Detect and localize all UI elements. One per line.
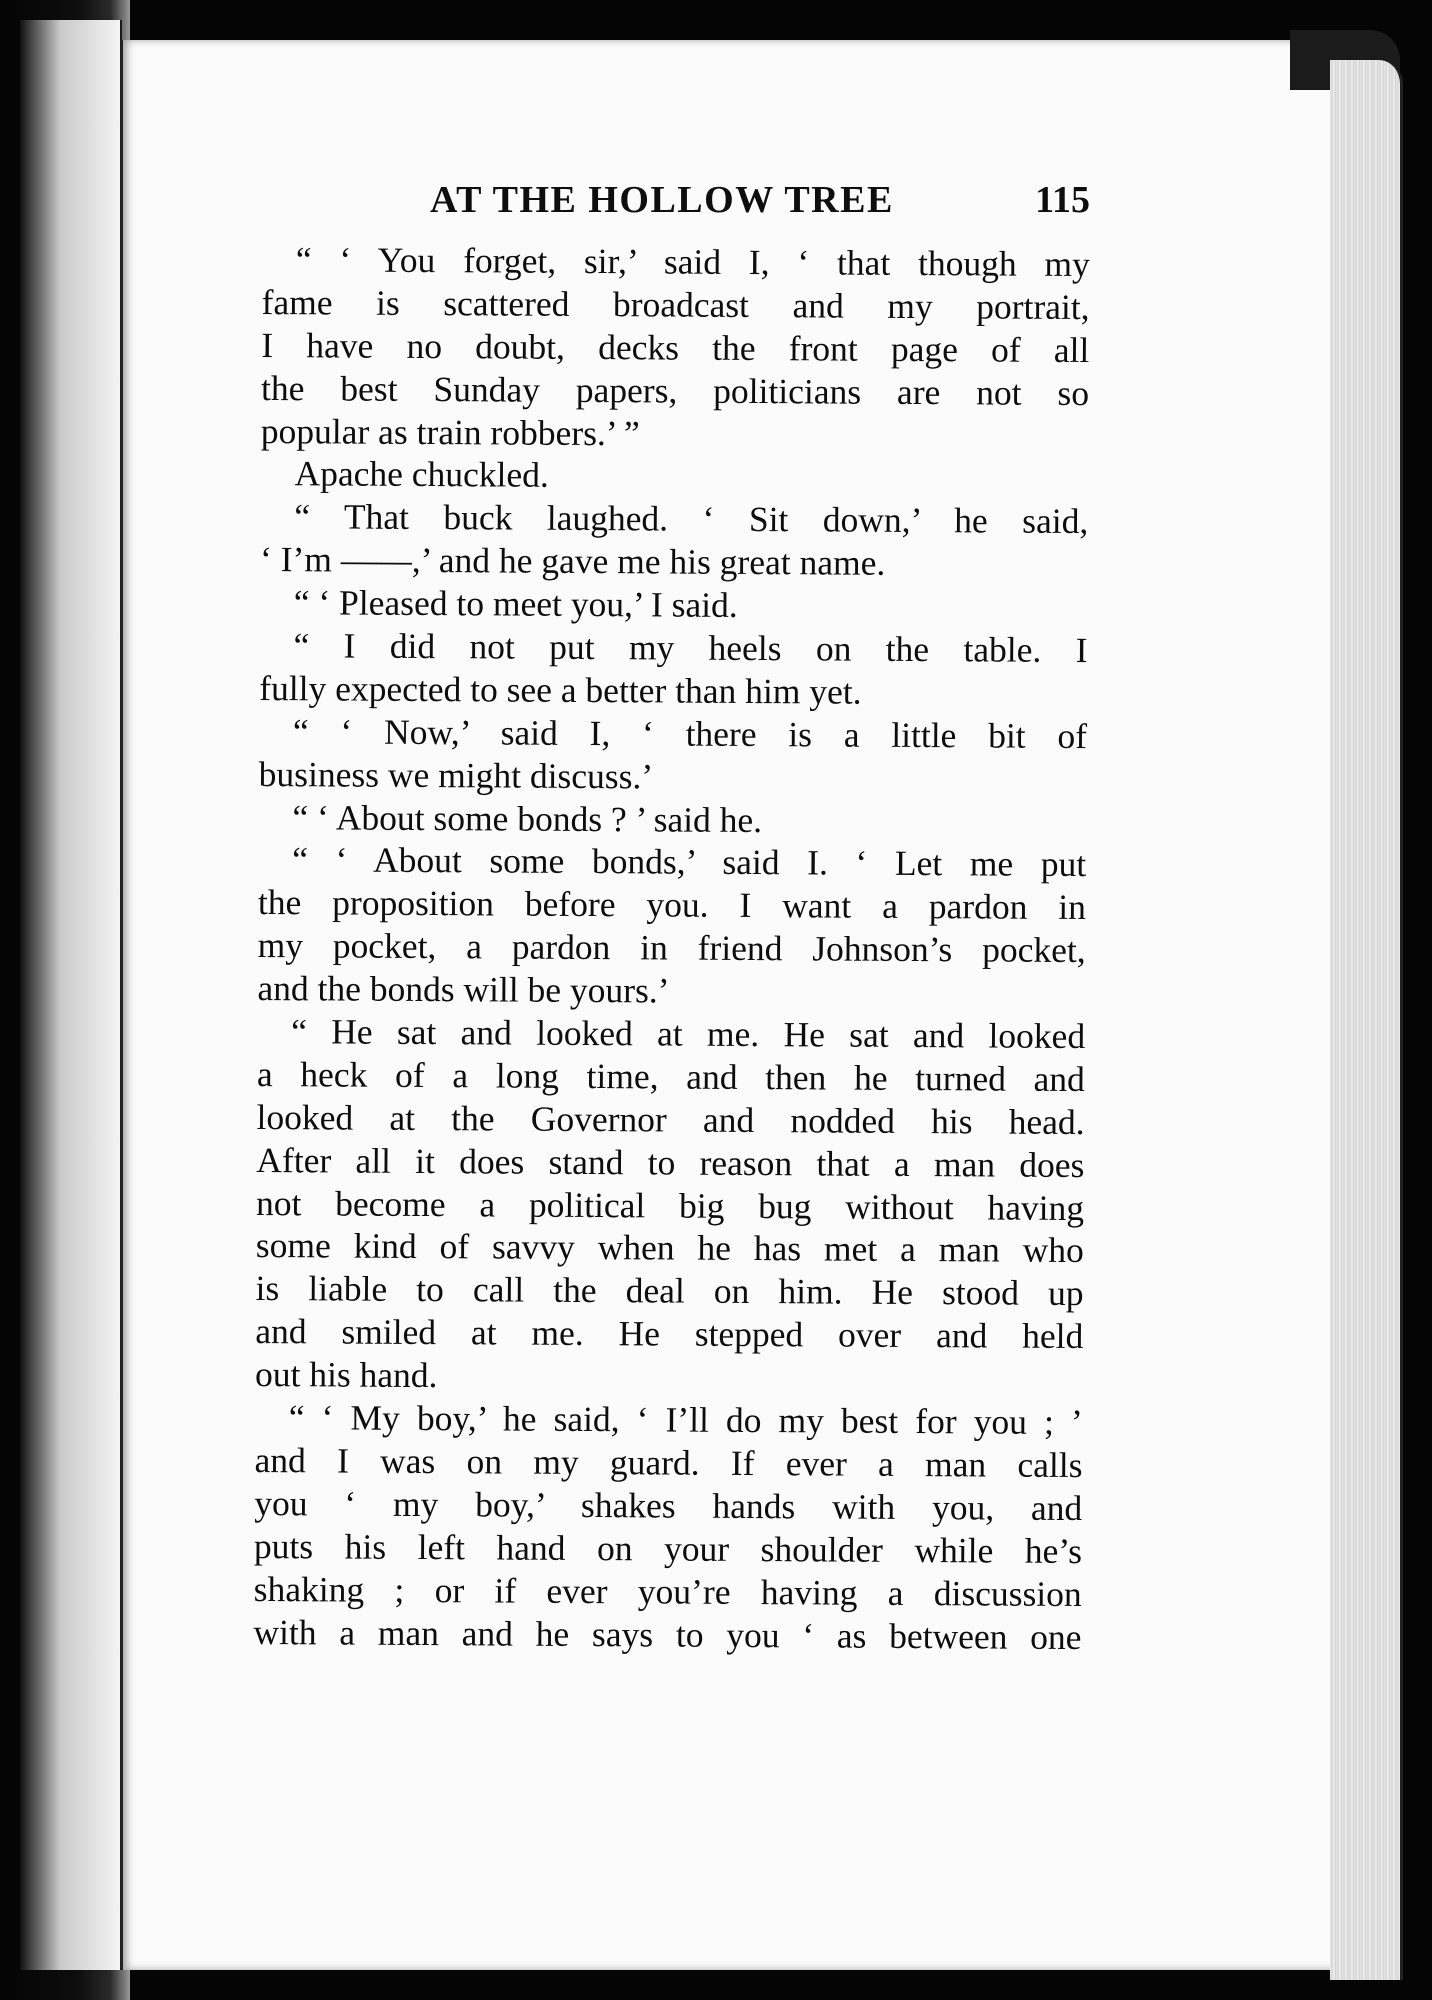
text-line: “ He sat and looked at me. He sat and looked	[291, 1011, 1086, 1057]
text-line: the proposition before you. I want a pardon in	[257, 882, 1087, 928]
text-line: “ ‘ About some bonds ? ’ said he.	[292, 796, 763, 840]
page-number: 115	[1035, 179, 1090, 221]
text-line: “ ‘ About some bonds,’ said I. ‘ Let me put	[292, 839, 1087, 885]
text-line: ‘ I’m ——,’ and he gave me his great name.	[259, 539, 886, 584]
text-line: the best Sunday papers, politicians are not so	[260, 367, 1090, 413]
text-line: “ ‘ Pleased to meet you,’ I said.	[293, 582, 738, 626]
text-line: looked at the Governor and nodded his head.	[256, 1096, 1085, 1142]
text-line: some kind of savvy when he has met a man who	[255, 1225, 1084, 1271]
text-line: is liable to call the deal on him. He stood up	[255, 1268, 1084, 1314]
text-line: business we might discuss.’	[258, 753, 654, 797]
text-line: “ ‘ My boy,’ he said, ‘ I’ll do my best for you ; ’	[288, 1397, 1083, 1443]
text-line: and smiled at me. He stepped over and held	[255, 1311, 1084, 1357]
page-header	[430, 178, 1090, 228]
text-line: “ That buck laughed. ‘ Sit down,’ he said,	[294, 496, 1089, 542]
text-line: After all it does stand to reason that a man does	[256, 1139, 1085, 1185]
running-head: AT THE HOLLOW TREE	[430, 179, 894, 221]
text-line: shaking ; or if ever you’re having a discussion	[253, 1568, 1082, 1614]
text-line: out his hand.	[254, 1354, 438, 1396]
text-line: my pocket, a pardon in friend Johnson’s pocket,	[257, 925, 1086, 971]
text-line: with a man and he says to you ‘ as between one	[253, 1611, 1082, 1657]
text-line: “ I did not put my heels on the table. I	[293, 625, 1088, 671]
text-line: popular as train robbers.’ ”	[260, 410, 640, 453]
text-line: and the bonds will be yours.’	[257, 968, 670, 1011]
page-fore-edge	[1330, 60, 1403, 1980]
text-line: puts his left hand on your shoulder while he’s	[253, 1525, 1083, 1571]
text-line: you ‘ my boy,’ shakes hands with you, and	[254, 1482, 1083, 1528]
text-line: Apache chuckled.	[294, 453, 549, 496]
previous-page-edge	[20, 20, 122, 1970]
text-line: “ ‘ You forget, sir,’ said I, ‘ that though my	[295, 239, 1090, 285]
text-line: fully expected to see a better than him yet.	[259, 667, 862, 712]
text-line: fame is scattered broadcast and my portrait,	[261, 281, 1090, 327]
body-text	[253, 238, 1090, 1658]
text-line: and I was on my guard. If ever a man calls	[254, 1439, 1083, 1485]
text-line: I have no doubt, decks the front page of all	[261, 324, 1090, 370]
text-line: not become a political big bug without having	[255, 1182, 1085, 1228]
text-line: “ ‘ Now,’ said I, ‘ there is a little bit of	[292, 710, 1088, 756]
text-line: a heck of a long time, and then he turned and	[256, 1053, 1086, 1099]
